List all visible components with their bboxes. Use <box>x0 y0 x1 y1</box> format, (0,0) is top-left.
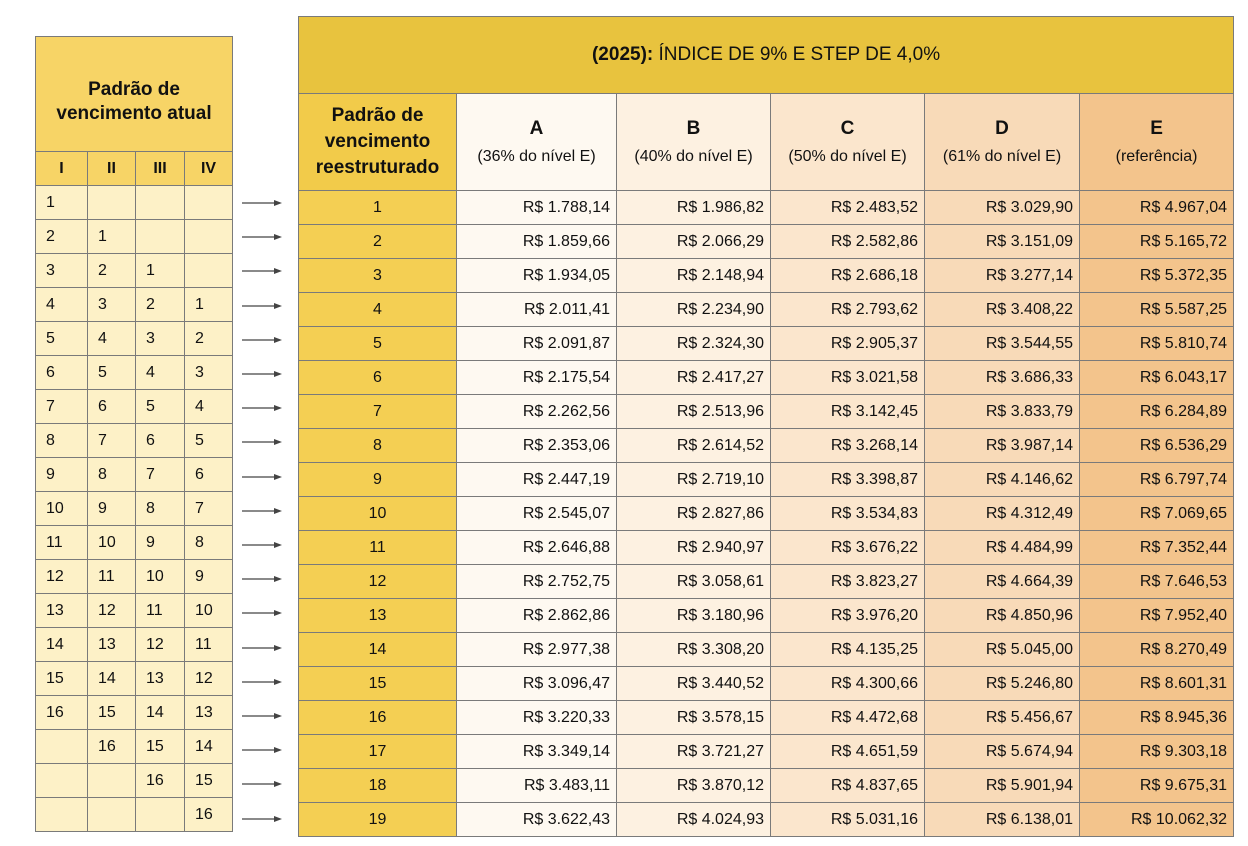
salary-value-cell: R$ 4.484,99 <box>925 531 1080 565</box>
salary-value-cell: R$ 6.043,17 <box>1080 361 1234 395</box>
table-row <box>36 492 233 526</box>
current-level-cell: 8 <box>185 526 233 560</box>
column-subtitle: (61% do nível E) <box>942 148 1062 165</box>
salary-value-cell: R$ 9.303,18 <box>1080 735 1234 769</box>
salary-value-cell: R$ 2.175,54 <box>457 361 617 395</box>
salary-value-cell: R$ 3.021,58 <box>771 361 925 395</box>
current-level-cell: 16 <box>185 798 233 832</box>
salary-value-cell: R$ 3.870,12 <box>617 769 771 803</box>
current-level-cell <box>36 798 88 832</box>
current-level-cell: 16 <box>88 730 136 764</box>
current-level-cell: 1 <box>36 186 88 220</box>
current-level-cell: 9 <box>136 526 185 560</box>
column-subtitle: (40% do nível E) <box>634 148 753 165</box>
column-letter: E <box>1150 118 1163 139</box>
current-level-cell: 3 <box>185 356 233 390</box>
current-level-cell: 5 <box>36 322 88 356</box>
salary-value-cell: R$ 3.440,52 <box>617 667 771 701</box>
salary-value-cell: R$ 2.417,27 <box>617 361 771 395</box>
salary-value-cell: R$ 3.976,20 <box>771 599 925 633</box>
salary-value-cell: R$ 5.810,74 <box>1080 327 1234 361</box>
current-level-cell: 14 <box>185 730 233 764</box>
salary-value-cell: R$ 2.447,19 <box>457 463 617 497</box>
right-arrow-icon <box>242 711 282 721</box>
current-level-cell <box>36 730 88 764</box>
table-row <box>36 390 233 424</box>
current-pattern-title: Padrão de vencimento atual <box>36 37 233 152</box>
table-row <box>36 356 233 390</box>
right-arrow-icon <box>242 745 282 755</box>
current-level-cell: 12 <box>185 662 233 696</box>
current-level-cell: 15 <box>136 730 185 764</box>
current-level-cell: 11 <box>136 594 185 628</box>
table-row <box>36 424 233 458</box>
table-row <box>299 633 1234 667</box>
current-level-cell: 9 <box>185 560 233 594</box>
table-row <box>299 429 1234 463</box>
salary-value-cell: R$ 3.308,20 <box>617 633 771 667</box>
restructured-level-cell: 5 <box>299 327 457 361</box>
restructured-level-cell: 7 <box>299 395 457 429</box>
salary-value-cell: R$ 4.300,66 <box>771 667 925 701</box>
salary-value-cell: R$ 5.587,25 <box>1080 293 1234 327</box>
salary-value-cell: R$ 4.312,49 <box>925 497 1080 531</box>
restructured-level-cell: 13 <box>299 599 457 633</box>
restructured-level-cell: 9 <box>299 463 457 497</box>
current-level-cell: 2 <box>36 220 88 254</box>
table-row <box>36 764 233 798</box>
restructured-level-cell: 6 <box>299 361 457 395</box>
current-level-cell: 7 <box>185 492 233 526</box>
salary-value-cell: R$ 8.601,31 <box>1080 667 1234 701</box>
current-level-cell: 13 <box>88 628 136 662</box>
salary-value-cell: R$ 7.952,40 <box>1080 599 1234 633</box>
right-arrow-icon <box>242 437 282 447</box>
current-pattern-table <box>35 36 233 832</box>
salary-value-cell: R$ 2.483,52 <box>771 191 925 225</box>
salary-value-cell: R$ 3.483,11 <box>457 769 617 803</box>
column-letter: D <box>995 118 1009 139</box>
restructured-salary-table <box>298 16 1234 837</box>
salary-value-cell: R$ 8.270,49 <box>1080 633 1234 667</box>
salary-value-cell: R$ 2.752,75 <box>457 565 617 599</box>
table-row <box>299 259 1234 293</box>
salary-value-cell: R$ 4.651,59 <box>771 735 925 769</box>
current-level-cell <box>185 186 233 220</box>
salary-value-cell: R$ 3.544,55 <box>925 327 1080 361</box>
salary-value-cell: R$ 3.398,87 <box>771 463 925 497</box>
current-level-cell: 1 <box>88 220 136 254</box>
salary-value-cell: R$ 6.536,29 <box>1080 429 1234 463</box>
current-level-cell: 11 <box>36 526 88 560</box>
current-level-cell: 1 <box>185 288 233 322</box>
salary-value-cell: R$ 7.069,65 <box>1080 497 1234 531</box>
restructured-level-cell: 15 <box>299 667 457 701</box>
salary-value-cell: R$ 6.797,74 <box>1080 463 1234 497</box>
table-row <box>299 599 1234 633</box>
table-title: (2025): ÍNDICE DE 9% E STEP DE 4,0% <box>299 17 1234 94</box>
restructured-level-cell: 1 <box>299 191 457 225</box>
current-level-cell: 6 <box>36 356 88 390</box>
salary-value-cell: R$ 3.220,33 <box>457 701 617 735</box>
current-level-cell: 4 <box>185 390 233 424</box>
table-row <box>299 463 1234 497</box>
right-arrow-icon <box>242 814 282 824</box>
roman-column-header: IV <box>185 152 233 186</box>
current-level-cell: 8 <box>36 424 88 458</box>
column-letter: B <box>686 118 701 139</box>
salary-value-cell: R$ 2.614,52 <box>617 429 771 463</box>
current-level-cell: 3 <box>36 254 88 288</box>
salary-value-cell: R$ 3.721,27 <box>617 735 771 769</box>
current-level-cell: 13 <box>136 662 185 696</box>
salary-value-cell: R$ 2.582,86 <box>771 225 925 259</box>
table-row <box>299 803 1234 837</box>
current-level-cell: 6 <box>185 458 233 492</box>
right-arrow-icon <box>242 608 282 618</box>
current-level-cell: 8 <box>88 458 136 492</box>
salary-value-cell: R$ 2.513,96 <box>617 395 771 429</box>
salary-value-cell: R$ 2.686,18 <box>771 259 925 293</box>
restructured-level-cell: 3 <box>299 259 457 293</box>
column-header-e <box>1080 94 1234 191</box>
right-arrow-icon <box>242 369 282 379</box>
current-level-cell: 11 <box>88 560 136 594</box>
salary-value-cell: R$ 3.823,27 <box>771 565 925 599</box>
salary-value-cell: R$ 2.353,06 <box>457 429 617 463</box>
column-header-c <box>771 94 925 191</box>
current-level-cell: 4 <box>88 322 136 356</box>
table-row <box>36 560 233 594</box>
column-header-b <box>617 94 771 191</box>
roman-column-header: I <box>36 152 88 186</box>
table-row <box>299 667 1234 701</box>
current-level-cell <box>136 186 185 220</box>
salary-value-cell: R$ 5.031,16 <box>771 803 925 837</box>
current-level-cell: 6 <box>88 390 136 424</box>
salary-value-cell: R$ 2.091,87 <box>457 327 617 361</box>
roman-column-header: III <box>136 152 185 186</box>
salary-value-cell: R$ 3.676,22 <box>771 531 925 565</box>
salary-value-cell: R$ 3.268,14 <box>771 429 925 463</box>
column-subtitle: (referência) <box>1115 148 1198 165</box>
current-level-cell <box>136 798 185 832</box>
right-arrow-icon <box>242 779 282 789</box>
current-level-cell: 13 <box>185 696 233 730</box>
salary-value-cell: R$ 8.945,36 <box>1080 701 1234 735</box>
salary-value-cell: R$ 3.833,79 <box>925 395 1080 429</box>
restructured-level-cell: 14 <box>299 633 457 667</box>
restructured-level-cell: 11 <box>299 531 457 565</box>
salary-value-cell: R$ 2.011,41 <box>457 293 617 327</box>
current-level-cell: 4 <box>136 356 185 390</box>
salary-value-cell: R$ 2.862,86 <box>457 599 617 633</box>
salary-value-cell: R$ 2.262,56 <box>457 395 617 429</box>
salary-value-cell: R$ 7.646,53 <box>1080 565 1234 599</box>
salary-value-cell: R$ 3.578,15 <box>617 701 771 735</box>
current-level-cell: 2 <box>136 288 185 322</box>
column-subtitle: (50% do nível E) <box>788 148 907 165</box>
salary-value-cell: R$ 4.024,93 <box>617 803 771 837</box>
table-row <box>36 730 233 764</box>
salary-value-cell: R$ 5.165,72 <box>1080 225 1234 259</box>
restructured-level-cell: 16 <box>299 701 457 735</box>
current-level-cell: 2 <box>88 254 136 288</box>
right-arrow-icon <box>242 232 282 242</box>
salary-value-cell: R$ 10.062,32 <box>1080 803 1234 837</box>
current-level-cell: 12 <box>36 560 88 594</box>
salary-value-cell: R$ 5.372,35 <box>1080 259 1234 293</box>
current-level-cell: 11 <box>185 628 233 662</box>
restructured-level-cell: 4 <box>299 293 457 327</box>
column-header-d <box>925 94 1080 191</box>
table-row <box>36 220 233 254</box>
table-row <box>299 769 1234 803</box>
current-level-cell: 15 <box>185 764 233 798</box>
salary-value-cell: R$ 3.408,22 <box>925 293 1080 327</box>
current-level-cell: 2 <box>185 322 233 356</box>
current-level-cell: 7 <box>36 390 88 424</box>
salary-value-cell: R$ 3.180,96 <box>617 599 771 633</box>
table-row <box>36 798 233 832</box>
roman-column-header: II <box>88 152 136 186</box>
current-level-cell <box>88 186 136 220</box>
table-row <box>299 191 1234 225</box>
salary-value-cell: R$ 5.246,80 <box>925 667 1080 701</box>
table-row <box>36 288 233 322</box>
table-row <box>299 225 1234 259</box>
current-level-cell <box>185 220 233 254</box>
table-row <box>36 186 233 220</box>
current-level-cell: 9 <box>88 492 136 526</box>
restructured-level-cell: 17 <box>299 735 457 769</box>
current-level-cell: 15 <box>36 662 88 696</box>
right-arrow-icon <box>242 677 282 687</box>
current-level-cell: 1 <box>136 254 185 288</box>
current-level-cell: 14 <box>36 628 88 662</box>
salary-value-cell: R$ 6.138,01 <box>925 803 1080 837</box>
current-level-cell: 16 <box>36 696 88 730</box>
restructured-level-cell: 2 <box>299 225 457 259</box>
salary-value-cell: R$ 3.686,33 <box>925 361 1080 395</box>
salary-value-cell: R$ 4.837,65 <box>771 769 925 803</box>
right-arrow-icon <box>242 540 282 550</box>
table-row <box>299 497 1234 531</box>
salary-value-cell: R$ 3.096,47 <box>457 667 617 701</box>
current-level-cell: 6 <box>136 424 185 458</box>
restructured-level-header: Padrão de vencimento reestruturado <box>299 94 457 191</box>
salary-value-cell: R$ 3.622,43 <box>457 803 617 837</box>
current-level-cell: 10 <box>88 526 136 560</box>
table-row <box>36 526 233 560</box>
current-level-cell: 15 <box>88 696 136 730</box>
salary-value-cell: R$ 4.850,96 <box>925 599 1080 633</box>
table-row <box>36 254 233 288</box>
right-arrow-icon <box>242 335 282 345</box>
column-letter: A <box>529 118 544 139</box>
salary-value-cell: R$ 2.719,10 <box>617 463 771 497</box>
salary-value-cell: R$ 2.977,38 <box>457 633 617 667</box>
restructured-level-cell: 12 <box>299 565 457 599</box>
current-level-cell <box>88 798 136 832</box>
current-level-cell: 8 <box>136 492 185 526</box>
current-level-cell: 7 <box>88 424 136 458</box>
salary-value-cell: R$ 2.066,29 <box>617 225 771 259</box>
current-level-cell: 4 <box>36 288 88 322</box>
salary-value-cell: R$ 2.646,88 <box>457 531 617 565</box>
table-row <box>299 701 1234 735</box>
salary-value-cell: R$ 1.788,14 <box>457 191 617 225</box>
restructured-level-cell: 18 <box>299 769 457 803</box>
salary-value-cell: R$ 1.934,05 <box>457 259 617 293</box>
salary-value-cell: R$ 5.901,94 <box>925 769 1080 803</box>
column-subtitle: (36% do nível E) <box>477 148 596 165</box>
salary-value-cell: R$ 2.827,86 <box>617 497 771 531</box>
right-arrow-icon <box>242 198 282 208</box>
salary-value-cell: R$ 3.151,09 <box>925 225 1080 259</box>
right-arrow-icon <box>242 472 282 482</box>
right-arrow-icon <box>242 574 282 584</box>
salary-value-cell: R$ 4.146,62 <box>925 463 1080 497</box>
salary-value-cell: R$ 7.352,44 <box>1080 531 1234 565</box>
salary-value-cell: R$ 3.277,14 <box>925 259 1080 293</box>
column-header-a <box>457 94 617 191</box>
salary-value-cell: R$ 2.148,94 <box>617 259 771 293</box>
current-level-cell: 12 <box>88 594 136 628</box>
table-row <box>36 662 233 696</box>
right-arrow-icon <box>242 266 282 276</box>
current-level-cell: 10 <box>185 594 233 628</box>
right-arrow-icon <box>242 301 282 311</box>
salary-value-cell: R$ 3.142,45 <box>771 395 925 429</box>
salary-value-cell: R$ 4.967,04 <box>1080 191 1234 225</box>
salary-value-cell: R$ 4.135,25 <box>771 633 925 667</box>
table-row <box>299 735 1234 769</box>
current-level-cell: 9 <box>36 458 88 492</box>
current-level-cell: 3 <box>88 288 136 322</box>
current-level-cell <box>88 764 136 798</box>
table-row <box>299 361 1234 395</box>
table-row <box>299 395 1234 429</box>
restructured-level-cell: 10 <box>299 497 457 531</box>
current-level-cell <box>36 764 88 798</box>
salary-value-cell: R$ 6.284,89 <box>1080 395 1234 429</box>
table-row <box>299 293 1234 327</box>
current-level-cell: 3 <box>136 322 185 356</box>
salary-value-cell: R$ 2.940,97 <box>617 531 771 565</box>
current-level-cell <box>136 220 185 254</box>
salary-value-cell: R$ 9.675,31 <box>1080 769 1234 803</box>
current-level-cell: 10 <box>36 492 88 526</box>
right-arrow-icon <box>242 506 282 516</box>
table-row <box>299 327 1234 361</box>
salary-value-cell: R$ 2.234,90 <box>617 293 771 327</box>
table-row <box>36 322 233 356</box>
table-row <box>299 565 1234 599</box>
salary-value-cell: R$ 3.058,61 <box>617 565 771 599</box>
salary-value-cell: R$ 4.472,68 <box>771 701 925 735</box>
salary-value-cell: R$ 3.987,14 <box>925 429 1080 463</box>
current-level-cell: 10 <box>136 560 185 594</box>
salary-value-cell: R$ 2.905,37 <box>771 327 925 361</box>
restructured-level-cell: 8 <box>299 429 457 463</box>
salary-value-cell: R$ 2.324,30 <box>617 327 771 361</box>
salary-value-cell: R$ 5.045,00 <box>925 633 1080 667</box>
salary-value-cell: R$ 4.664,39 <box>925 565 1080 599</box>
table-row <box>36 458 233 492</box>
table-row <box>36 594 233 628</box>
table-row <box>36 628 233 662</box>
table-row <box>36 696 233 730</box>
salary-value-cell: R$ 3.349,14 <box>457 735 617 769</box>
column-letter: C <box>840 118 855 139</box>
current-level-cell: 12 <box>136 628 185 662</box>
current-level-cell: 7 <box>136 458 185 492</box>
salary-value-cell: R$ 3.029,90 <box>925 191 1080 225</box>
right-arrow-icon <box>242 403 282 413</box>
current-level-cell: 5 <box>88 356 136 390</box>
salary-value-cell: R$ 1.859,66 <box>457 225 617 259</box>
salary-value-cell: R$ 3.534,83 <box>771 497 925 531</box>
salary-value-cell: R$ 1.986,82 <box>617 191 771 225</box>
restructured-level-cell: 19 <box>299 803 457 837</box>
current-level-cell: 14 <box>88 662 136 696</box>
current-level-cell: 13 <box>36 594 88 628</box>
current-level-cell: 16 <box>136 764 185 798</box>
salary-value-cell: R$ 5.456,67 <box>925 701 1080 735</box>
salary-value-cell: R$ 2.793,62 <box>771 293 925 327</box>
current-level-cell: 14 <box>136 696 185 730</box>
salary-value-cell: R$ 5.674,94 <box>925 735 1080 769</box>
salary-value-cell: R$ 2.545,07 <box>457 497 617 531</box>
table-row <box>299 531 1234 565</box>
right-arrow-icon <box>242 643 282 653</box>
current-level-cell: 5 <box>185 424 233 458</box>
current-level-cell <box>185 254 233 288</box>
current-level-cell: 5 <box>136 390 185 424</box>
